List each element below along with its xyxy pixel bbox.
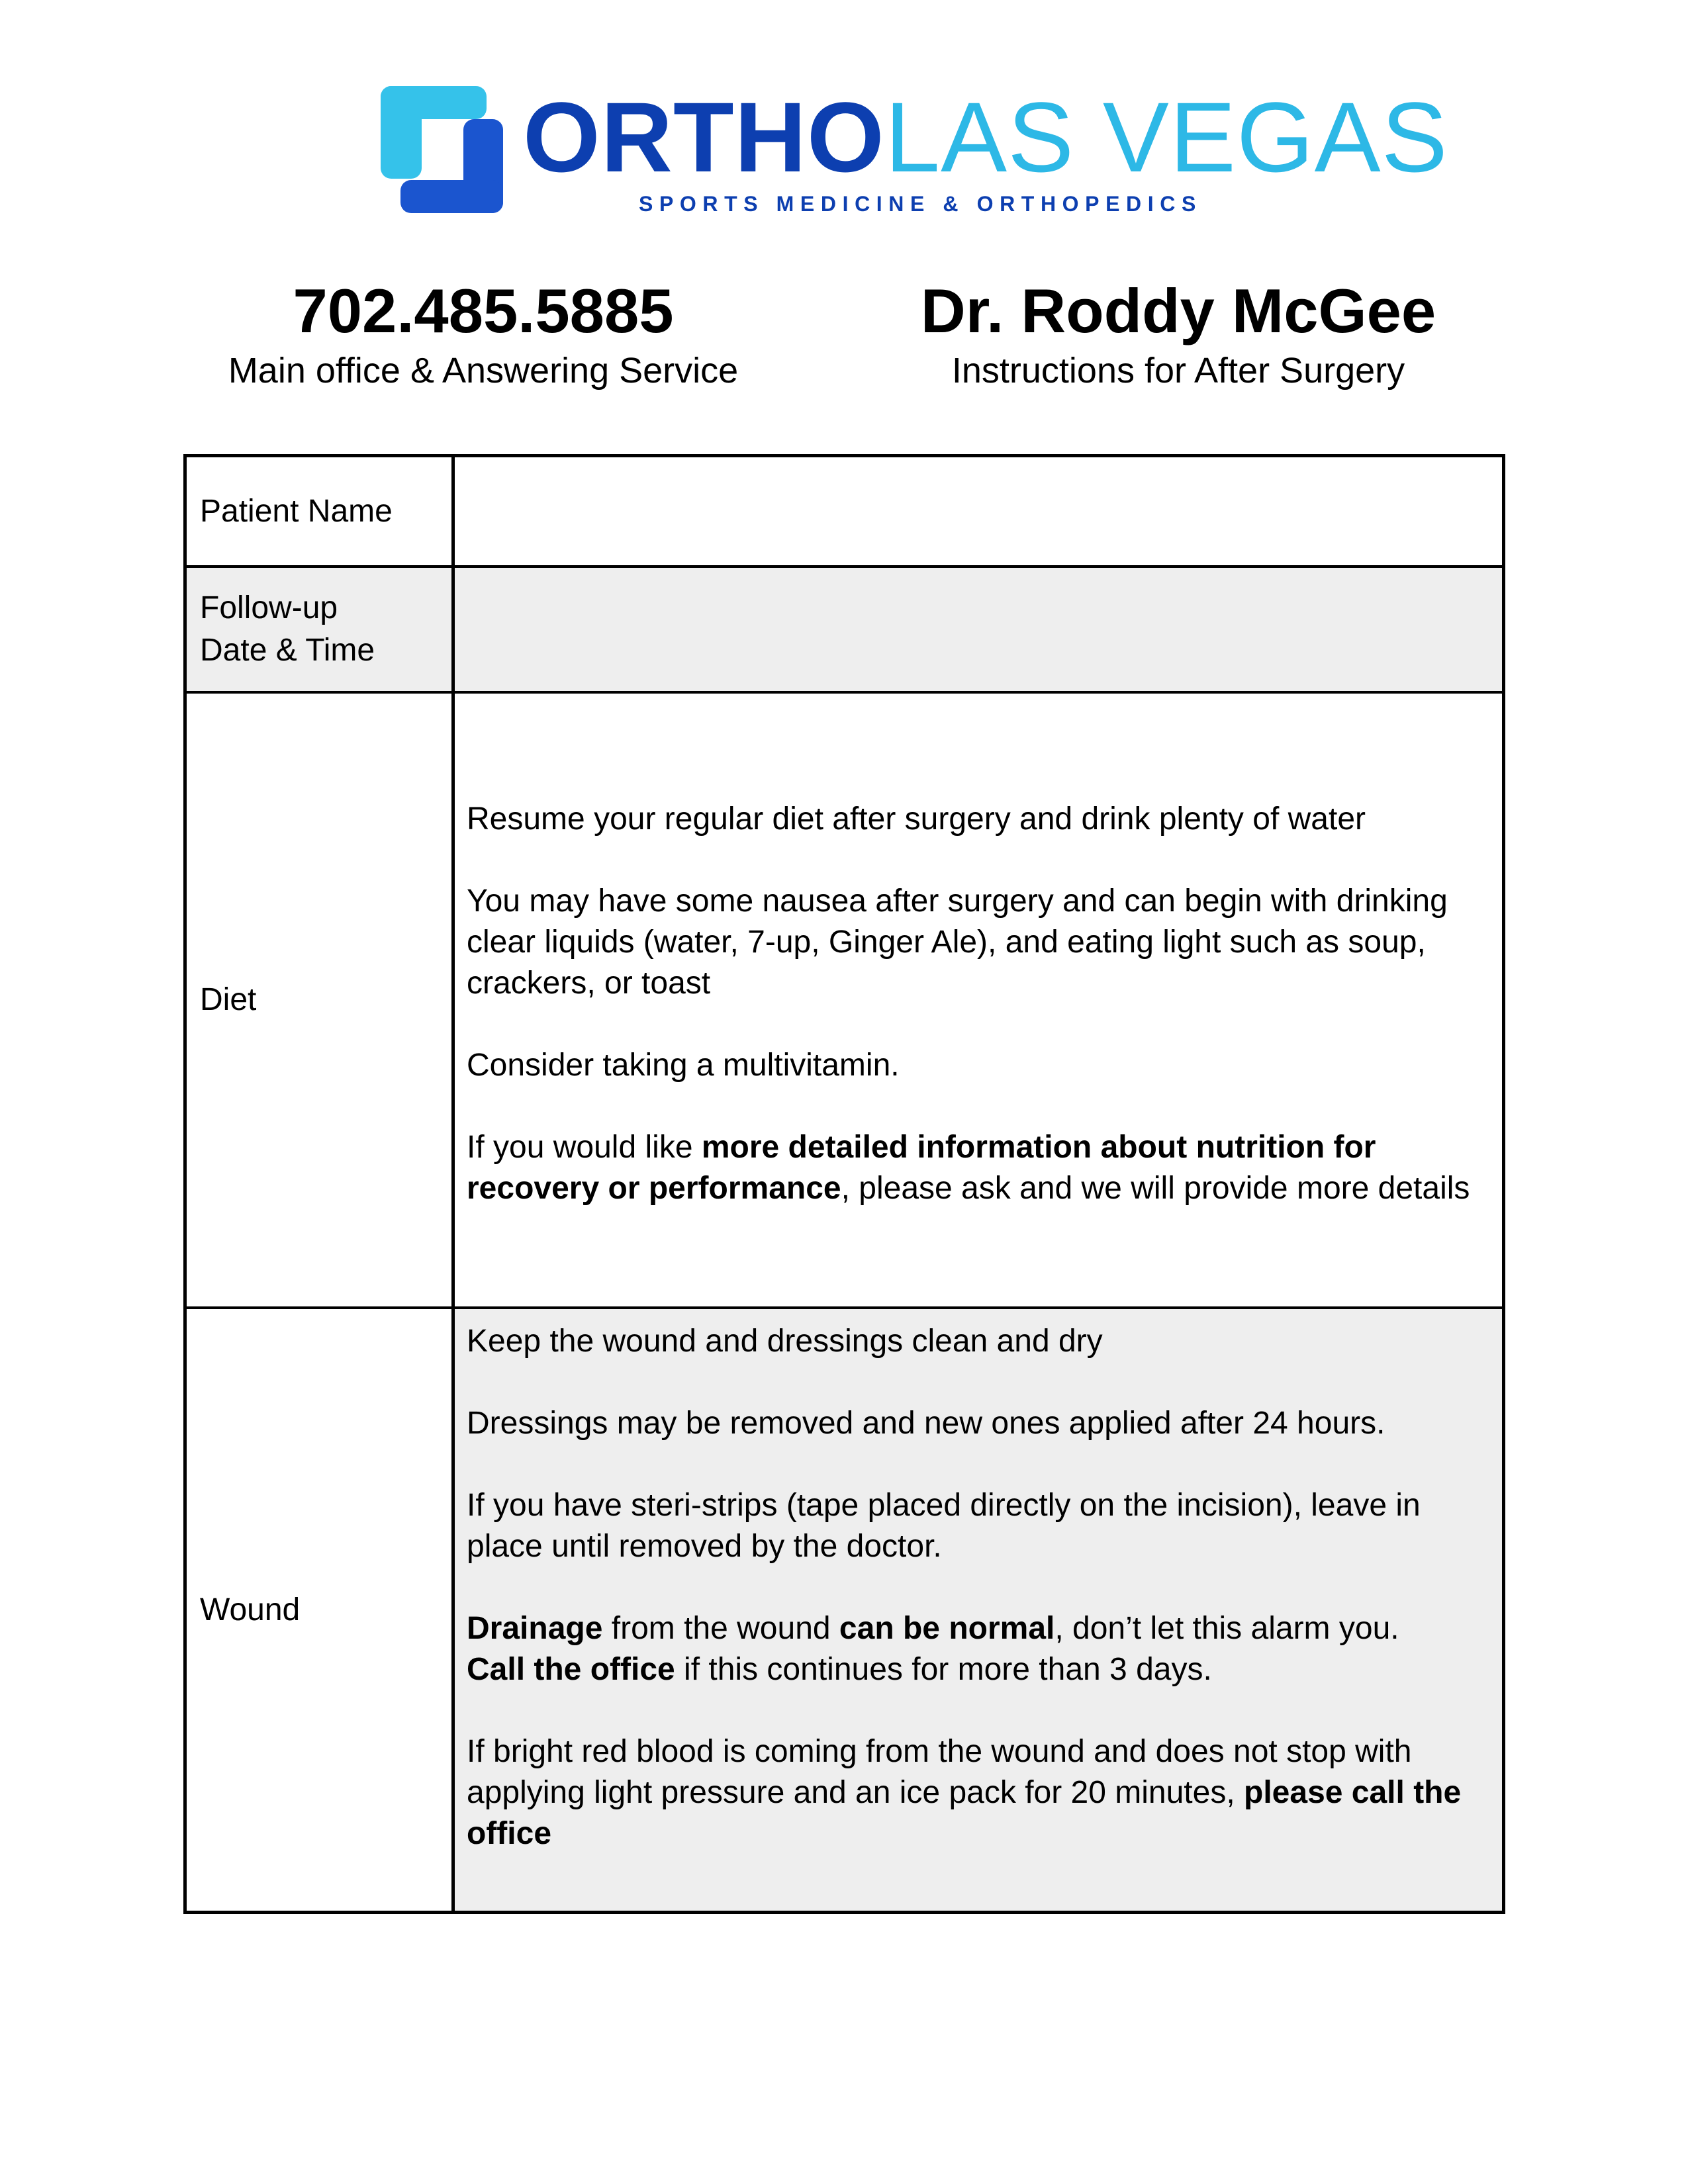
follow-up-row [187, 565, 1502, 691]
instructions-form [183, 454, 1505, 1914]
wound-paragraph: Dressings may be removed and new ones applied after 24 hours. [467, 1406, 1385, 1441]
logo-wordmark: ORTHOLAS VEGAS [523, 81, 1448, 193]
wound-paragraph: If you have steri-strips (tape placed directly on the incision), leave in place until removed by the doctor. [467, 1488, 1421, 1564]
ortho-las-vegas-logo [381, 81, 1448, 218]
diet-paragraph: You may have some nausea after surgery and can begin with drinking clear liquids (water, 7-up, Ginger Ale), and eating light such as soup, crackers, or toast [467, 884, 1448, 1001]
wound-paragraph: If bright red blood is coming from the wound and does not stop with applying light pressure and an ice pack for 20 minutes, please call the office [467, 1734, 1462, 1851]
phone-number: 702.485.5885 [293, 276, 674, 345]
logo-mark-icon [381, 86, 503, 213]
logo-tagline: SPORTS MEDICINE & ORTHOPEDICS [639, 192, 1202, 216]
diet-paragraph: Resume your regular diet after surgery and drink plenty of water [467, 801, 1366, 837]
diet-paragraph: If you would like more detailed information about nutrition for recovery or performance, please ask and we will provide more details [467, 1130, 1470, 1206]
doctor-name: Dr. Roddy McGee [920, 276, 1436, 345]
wound-paragraph: Keep the wound and dressings clean and dry [467, 1324, 1103, 1359]
patient-name-field[interactable] [455, 457, 1502, 565]
patient-name-row [187, 457, 1502, 565]
phone-caption: Main office & Answering Service [228, 351, 739, 390]
diet-label: Diet [187, 694, 455, 1306]
diet-instructions [455, 694, 1502, 1306]
diet-row [187, 691, 1502, 1306]
follow-up-label: Follow-up Date & Time [187, 568, 455, 691]
wound-paragraph: Drainage from the wound can be normal, don’t let this alarm you. Call the office if this continues for more than 3 days. [467, 1611, 1399, 1687]
wound-instructions [455, 1309, 1502, 1911]
doctor-caption: Instructions for After Surgery [951, 351, 1405, 390]
doctor-block [880, 275, 1476, 394]
wound-label: Wound [187, 1309, 455, 1911]
follow-up-field[interactable] [455, 568, 1502, 691]
diet-paragraph: Consider taking a multivitamin. [467, 1048, 900, 1083]
phone-block [185, 275, 781, 394]
wound-row [187, 1306, 1502, 1911]
patient-name-label: Patient Name [187, 457, 455, 565]
